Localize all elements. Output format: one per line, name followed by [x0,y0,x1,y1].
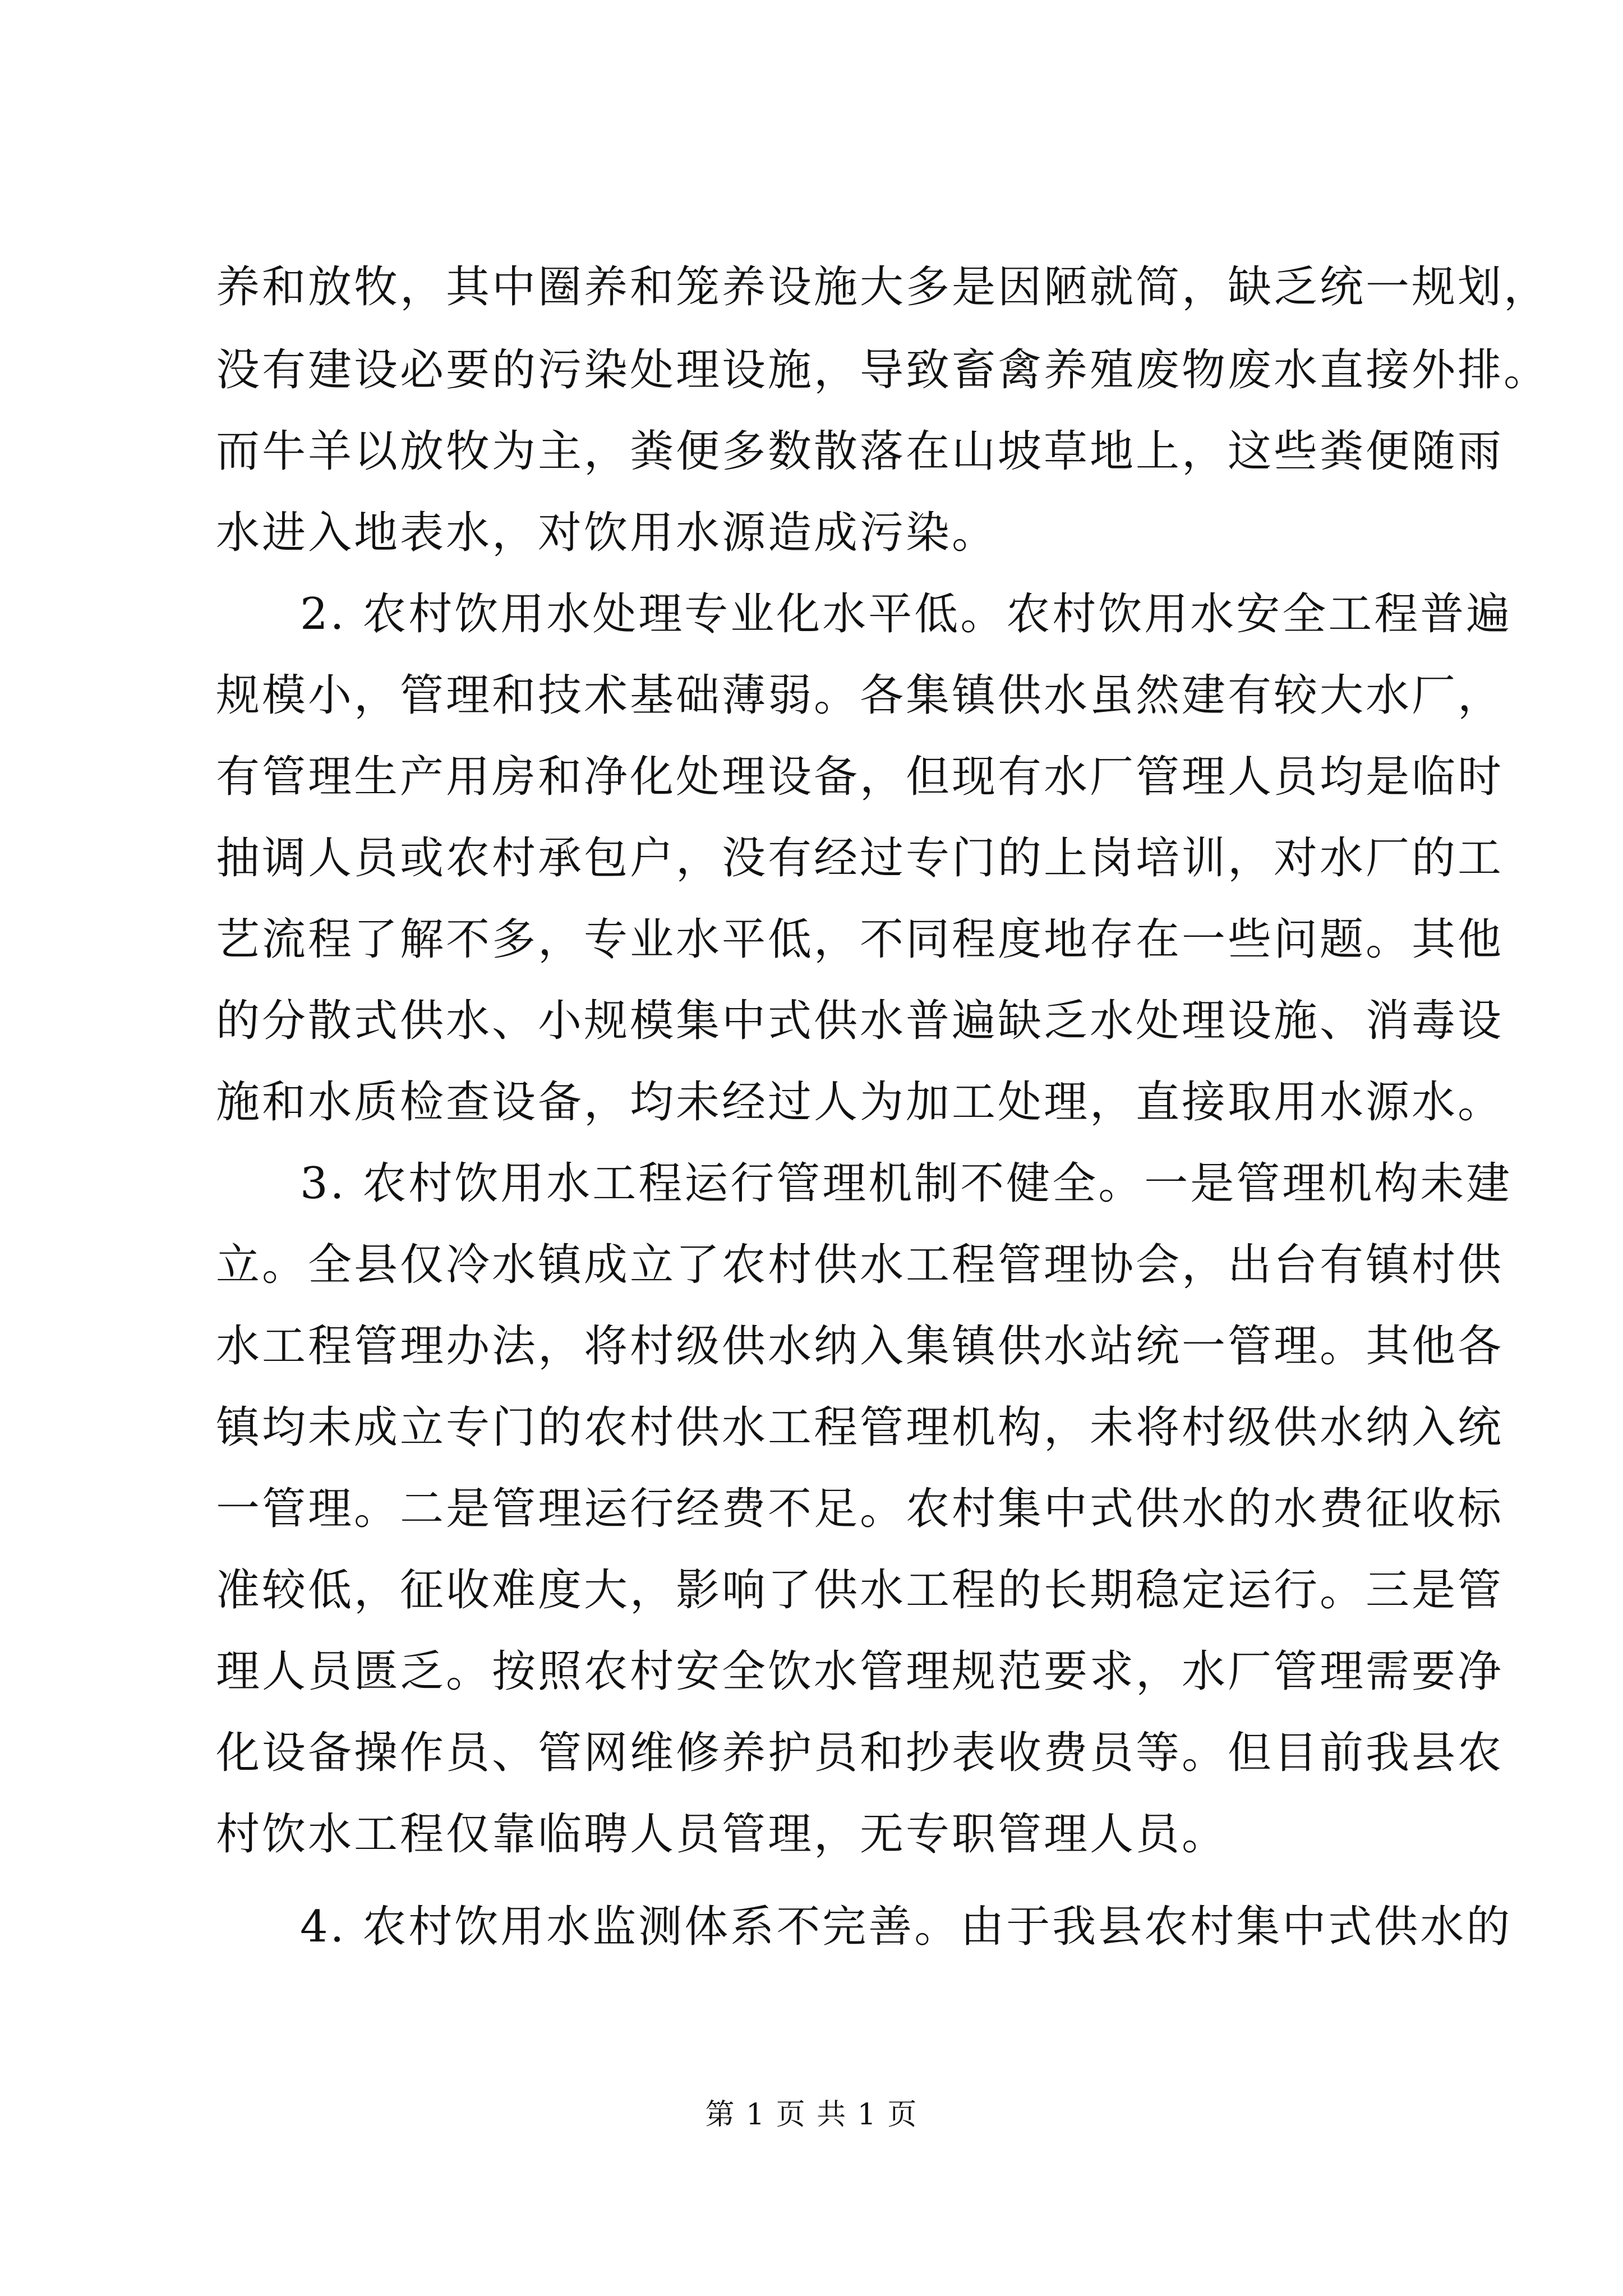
page-footer: 第 1 页 共 1 页 [705,2098,918,2132]
text-line: 抽调人员或农村承包户，没有经过专门的上岗培训，对水厂的工 [216,833,1504,884]
text-line: 立。全县仅冷水镇成立了农村供水工程管理协会，出台有镇村供 [216,1240,1504,1290]
text-line: 有管理生产用房和净化处理设备，但现有水厂管理人员均是临时 [216,752,1504,802]
text-line: 的分散式供水、小规模集中式供水普遍缺乏水处理设施、消毒设 [216,996,1504,1046]
text-line: 而牛羊以放牧为主，粪便多数散落在山坡草地上，这些粪便随雨 [216,426,1504,477]
text-line: 一管理。二是管理运行经费不足。农村集中式供水的水费征收标 [216,1484,1504,1534]
text-line: 施和水质检查设备，均未经过人为加工处理，直接取用水源水。 [216,1077,1504,1128]
paragraph-start-line: 3. 农村饮用水工程运行管理机制不健全。一是管理机构未建 [300,1158,1513,1209]
text-line: 没有建设必要的污染处理设施，导致畜禽养殖废物废水直接外排。 [216,345,1550,395]
text-line: 理人员匮乏。按照农村安全饮水管理规范要求，水厂管理需要净 [216,1646,1504,1697]
text-line: 养和放牧，其中圈养和笼养设施大多是因陋就简，缺乏统一规划， [216,262,1550,312]
text-line: 水进入地表水，对饮用水源造成污染。 [216,508,998,558]
text-line: 准较低，征收难度大，影响了供水工程的长期稳定运行。三是管 [216,1565,1504,1616]
text-line: 规模小，管理和技术基础薄弱。各集镇供水虽然建有较大水厂， [216,670,1504,721]
paragraph-start-line: 4. 农村饮用水监测体系不完善。由于我县农村集中式供水的 [300,1902,1513,1952]
text-line: 艺流程了解不多，专业水平低，不同程度地存在一些问题。其他 [216,914,1504,965]
text-line: 镇均未成立专门的农村供水工程管理机构，未将村级供水纳入统 [216,1402,1504,1453]
text-line: 村饮水工程仅靠临聘人员管理，无专职管理人员。 [216,1809,1228,1860]
paragraph-start-line: 2. 农村饮用水处理专业化水平低。农村饮用水安全工程普遍 [300,589,1513,639]
text-line: 化设备操作员、管网维修养护员和抄表收费员等。但目前我县农 [216,1728,1504,1778]
text-line: 水工程管理办法，将村级供水纳入集镇供水站统一管理。其他各 [216,1321,1504,1372]
